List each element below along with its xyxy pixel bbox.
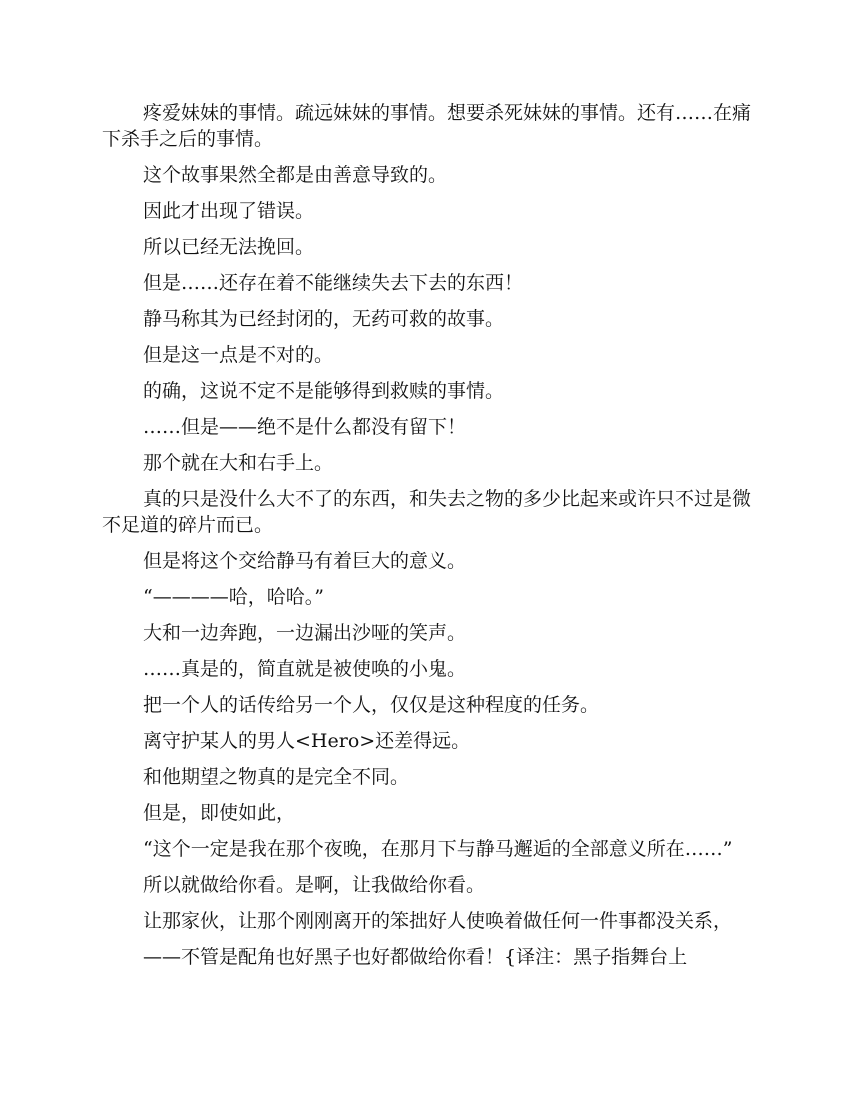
paragraph: ……但是——绝不是什么都没有留下！ [143,416,467,438]
paragraph: 大和一边奔跑，一边漏出沙哑的笑声。 [143,622,467,644]
paragraph: 所以已经无法挽回。 [143,236,315,258]
paragraph: 但是这一点是不对的。 [143,344,334,366]
paragraph: “————哈，哈哈。” [143,586,324,608]
paragraph: 疼爱妹妹的事情。疏远妹妹的事情。想要杀死妹妹的事情。还有……在痛下杀手之后的事情。 [102,102,752,150]
paragraph: 离守护某人的男人<Hero>还差得远。 [143,730,471,752]
paragraph: 所以就做给你看。是啊，让我做给你看。 [143,874,486,896]
paragraph: ——不管是配角也好黑子也好都做给你看！{译注：黑子指舞台上 [143,946,688,968]
paragraph: “这个一定是我在那个夜晚，在那月下与静马邂逅的全部意义所在……” [143,838,733,860]
paragraph: 但是，即使如此， [143,802,296,824]
paragraph: 的确，这说不定不是能够得到救赎的事情。 [143,380,505,402]
paragraph: 真的只是没什么大不了的东西，和失去之物的多少比起来或许只不过是微不足道的碎片而已。 [102,488,752,536]
paragraph: 这个故事果然全都是由善意导致的。 [143,164,448,186]
paragraph: 但是……还存在着不能继续失去下去的东西！ [143,272,524,294]
paragraph: 但是将这个交给静马有着巨大的意义。 [143,550,467,572]
paragraph: 静马称其为已经封闭的，无药可救的故事。 [143,308,505,330]
paragraph: 让那家伙，让那个刚刚离开的笨拙好人使唤着做任何一件事都没关系， [143,910,733,932]
paragraph: 把一个人的话传给另一个人，仅仅是这种程度的任务。 [143,694,600,716]
paragraph: 和他期望之物真的是完全不同。 [143,766,410,788]
paragraph: 因此才出现了错误。 [143,200,315,222]
paragraph: ……真是的，简直就是被使唤的小鬼。 [143,658,467,680]
paragraph: 那个就在大和右手上。 [143,452,334,474]
document-body [102,100,752,980]
